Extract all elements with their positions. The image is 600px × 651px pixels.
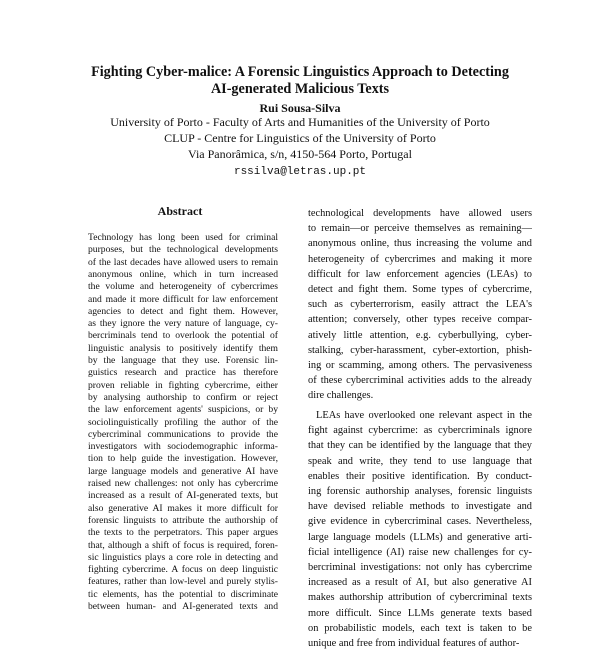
body-paragraph-1-line: attention; conversely, other types receive compar- [308, 314, 532, 326]
abstract-line: the texts to the perpetrators. This paper argues [88, 527, 278, 539]
abstract-line: tic elements, has the potential to discriminate [88, 588, 278, 600]
body-paragraph-1-line: technological developments have allowed users [308, 208, 532, 219]
abstract-line: tion to help guide the investigation. However, [88, 453, 278, 465]
body-paragraph-2-line: makes authorship attribution of cybercriminal texts [308, 592, 532, 604]
body-paragraph-2-line: ficial intelligence (AI) raise new challenges for cy- [308, 546, 532, 558]
abstract-line: sociolinguistically profiling the author of the [88, 416, 278, 428]
body-paragraph-2-line: increased as a result of AI, but also generative AI [308, 577, 532, 589]
affiliation-line-2: CLUP - Centre for Linguistics of the University of Porto [164, 131, 436, 145]
affiliation-line-1: University of Porto - Faculty of Arts and Humanities of the University of Porto [110, 115, 490, 129]
body-paragraph-2-line: have devised reliable methods to investigate and [308, 501, 532, 513]
body-paragraph-2-line: unique and free from individual features of author- [308, 638, 520, 649]
body-paragraph-2-line: enables their positive identification. By conduct- [308, 470, 532, 482]
abstract-line: and made it more difficult for law enforcement [88, 293, 278, 305]
abstract-line: anonymous online, which in turn increased [88, 268, 278, 280]
abstract-line: guistics research and practice has therefore [88, 367, 278, 379]
author-email: rssilva@letras.up.pt [233, 166, 367, 178]
abstract-line: sic linguistics plays a core role in detecting and [88, 551, 278, 563]
abstract-line: bercriminals tend to overlook the potential of [88, 330, 278, 342]
body-paragraph-2-line: ing forensic authorship analyses, forensic linguists [308, 486, 532, 497]
body-paragraph-1-line: detect and fight them. Some types of cybercrime, [308, 284, 532, 295]
abstract-line: purposes, but the technological developments [88, 244, 278, 256]
body-paragraph-1-line: heterogeneity of cybercrimes and making it more [308, 253, 532, 265]
abstract-line: Technology has long been used for criminal [88, 232, 278, 243]
body-paragraph-1-line: ing or scamming, among others. The pervasiveness [308, 360, 532, 371]
abstract-line: that, although a shift of focus is required, foren- [88, 539, 278, 551]
abstract-line: investigators with sociodemographic informa- [88, 441, 278, 453]
affiliation-line-3: Via Panorâmica, s/n, 4150-564 Porto, Portugal [188, 147, 412, 161]
body-paragraph-2-line: on probabilistic models, each text is taken to be [308, 622, 532, 634]
author-email-wrap [40, 163, 560, 180]
abstract-line: cybercriminal communications to provide the [88, 428, 278, 440]
body-paragraph-2-line: speak and write, they tend to use language that [308, 455, 532, 467]
abstract-line: large language models and generative AI have [88, 465, 278, 477]
abstract-line: between human- and AI-generated texts and [88, 601, 278, 612]
body-paragraph-1-line: dire challenges. [308, 390, 374, 402]
abstract-line: features, rather than low-level and purely stylis- [88, 576, 278, 588]
abstract-line: by the language that they use. Forensic lin- [88, 355, 278, 366]
abstract-line: as they ignore the very nature of language, cy- [88, 318, 278, 330]
body-paragraph-2-line: LEAs have overlooked one relevant aspect in the [316, 410, 532, 421]
body-paragraph-1-line: anonymous online, thus increasing the volume and [308, 238, 532, 250]
body-paragraph-2-line: that they can be identified by the language that they [308, 440, 532, 452]
body-paragraph-2-line: fight against cybercrime: as cybercriminals ignore [308, 425, 532, 437]
body-paragraph-1-line: such as cyberterrorism, easily attract the LEA's [308, 299, 532, 311]
abstract-line: also generative AI makes it more difficult for [88, 502, 278, 514]
body-paragraph-1-line: of these cybercriminal activities adds to the already [308, 375, 532, 387]
body-paragraph-1-line: atively little attention, e.g. cyberbullying, cyber- [308, 329, 532, 341]
abstract-line: increased as a result of AI-generated texts, but [88, 490, 278, 502]
abstract-line: forensic linguists to attribute the authorship of [88, 514, 278, 526]
body-paragraph-1-line: to remain—or perceive themselves as remaining— [308, 223, 532, 235]
abstract-line: the volume and heterogeneity of cybercrimes [88, 281, 278, 293]
abstract-heading: Abstract [157, 204, 203, 218]
title-line-2: AI-generated Malicious Texts [210, 81, 390, 97]
abstract-line: agencies to detect and fight them. However, [88, 305, 278, 317]
body-paragraph-1-line: stalking, cyber-harassment, cyber-extortion, phish- [308, 344, 532, 356]
paper-title [40, 64, 560, 98]
body-paragraph-2-line: give evidence in cybercriminal cases. Nevertheless, [308, 516, 532, 528]
abstract-line: fighting cybercrime. A focus on deep linguistic [88, 564, 278, 576]
abstract-line: by analysing authorship to confirm or reject [88, 391, 278, 403]
body-paragraph-1-line: difficult for law enforcement agencies (LEAs) to [308, 268, 532, 280]
body-paragraph-2-line: bercriminal investigations: not only has cybercrime [308, 562, 532, 573]
body-paragraph-2-line: more difficult. Since LLMs generate texts based [308, 607, 532, 619]
title-line-1: Fighting Cyber-malice: A Forensic Linguistics Approach to Detecting [91, 64, 509, 80]
abstract-line: proven reliable in fighting cybercrime, either [88, 379, 278, 391]
abstract-line: of the last decades have allowed users to remain [88, 256, 278, 268]
author-name: Rui Sousa-Silva [259, 101, 341, 115]
body-paragraph-2-line: large language models (LLMs) and generative arti- [308, 531, 532, 543]
abstract-line: linguistic analysis to positively identify them [88, 342, 278, 354]
abstract-line: raised new challenges: not only has cybercrime [88, 478, 278, 489]
abstract-line: the law enforcement agents' suspicions, or by [88, 404, 278, 416]
